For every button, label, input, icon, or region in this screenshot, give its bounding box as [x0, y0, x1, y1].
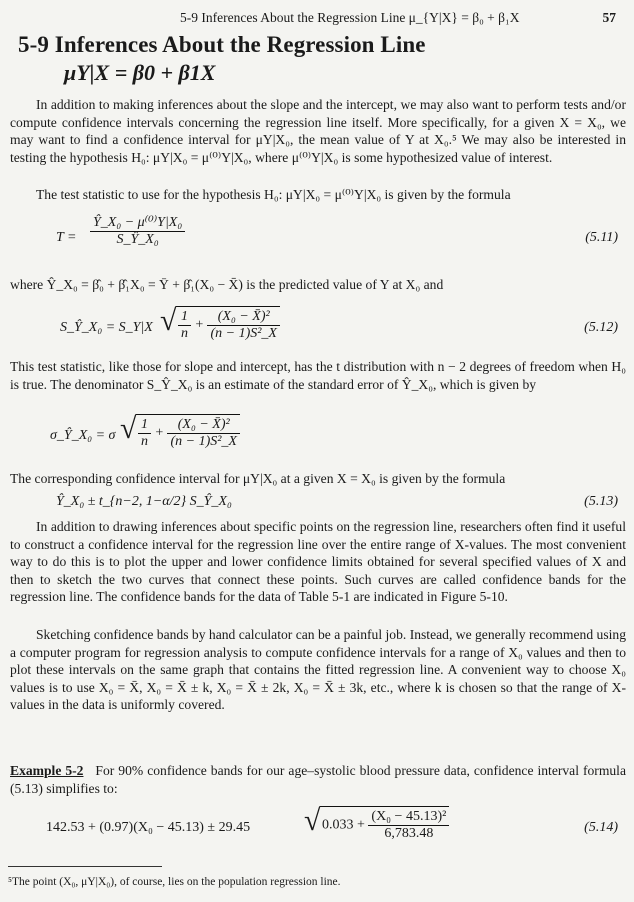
paragraph-confidence-bands-text: In addition to drawing inferences about specific points on the regression line, researchers often find it useful to construct a confidence interval for the regression line over the entire range of X-values. The most convenient way to do this is to plot the upper and lower confidence limits obtained for several specified values of X and then to sketch the two curves that connect these points. Such curves are called confidence bands for the regression line. The confidence bands for the data of Table 5-1 are indicated in Figure 5-10.: [10, 519, 626, 605]
eq-5-11-label: (5.11): [585, 230, 618, 245]
example-text: For 90% confidence bands for our age–systolic blood pressure data, confidence interval formula (5.13) simplifies to:: [10, 763, 626, 796]
running-title: 5-9 Inferences About the Regression Line μ_{Y|X} = β₀ + β₁X: [180, 10, 520, 25]
paragraph-intro: In addition to making inferences about the slope and the intercept, we may also want to perform tests and/or compute confidence intervals concerning the regression line itself. More specifically, for a given X = X₀, we may want to find a confidence interval for μY|X₀, the mean value of Y at X₀.⁵ We may also be interested in testing the hypothesis H₀: μY|X₀ = μ⁽⁰⁾Y|X₀, where μ⁽⁰⁾Y|X₀ is some hypothesized value of interest.: [10, 97, 626, 165]
eq-5-13-body: Ŷ_X₀ ± t_{n−2, 1−α/2} S_Ŷ_X₀: [56, 494, 232, 509]
page-number: 57: [602, 10, 616, 25]
section-title: 5-9 Inferences About the Regression Line: [18, 32, 426, 57]
eq-5-12-lhs: S_Ŷ_X₀ = S_Y|X: [60, 320, 153, 335]
paragraph-test-statistic: The test statistic to use for the hypothesis H₀: μY|X₀ = μ⁽⁰⁾Y|X₀ is given by the formula: [36, 187, 511, 202]
eq-5-14-label: (5.14): [584, 820, 618, 835]
paragraph-sketching: Sketching confidence bands by hand calculator can be a painful job. Instead, we generally recommend using a computer program for regression analysis to compute confidence intervals for a range of X₀ values and then to plot these intervals on the same graph that contains the fitted regression line. A convenient way to choose X₀ values is to use X₀ = X̄, X₀ = X̄ ± k, X₀ = X̄ ± 2k, X₀ = X̄ ± 3k, etc., where k is chosen so that the range of X-values in the data is uniformly covered.: [10, 627, 626, 713]
paragraph-t-distribution: This test statistic, like those for slope and intercept, has the t distribution with n − 2 degrees of freedom when H₀ is true. The denominator S_Ŷ_X₀ is an estimate of the standard error of Ŷ_X₀, which is given by: [10, 359, 626, 392]
eq-5-14-radicand: 0.033 + $\frac{\text{(X₀ − 45.13)²}}{6,783.48}$: [320, 806, 449, 842]
footnote: ⁵The point (X₀, μY|X₀), of course, lies on the population regression line.: [8, 876, 341, 888]
eq-sigma-radicand: $\frac{1}{n}$ + $\frac{\text{(X₀ − X̄)²}}{\text{(n − 1)S²\_X}}$: [136, 414, 240, 450]
example-label: Example 5-2: [10, 763, 84, 778]
eq-5-11-numerator: Ŷ_X₀ − μ⁽⁰⁾Y|X₀: [90, 214, 185, 232]
equation-5-11: [10, 214, 626, 264]
eq-5-13-label: (5.13): [584, 494, 618, 509]
running-header: [180, 10, 616, 26]
eq-5-14-lhs: 142.53 + (0.97)(X₀ − 45.13) ± 29.45: [46, 820, 251, 835]
eq-5-12-radicand: $\frac{1}{n}$ + $\frac{\text{(X₀ − X̄)²}}{\text{(n − 1)S²\_X}}$: [176, 306, 280, 342]
footnote-divider: [8, 866, 162, 867]
eq-5-12-label: (5.12): [584, 320, 618, 335]
eq-5-11-denominator: S_Ŷ_X₀: [116, 232, 159, 247]
section-formula: μY|X = β0 + β1X: [64, 60, 216, 85]
eq-5-11-lhs: T =: [56, 230, 77, 245]
example-5-2: [10, 762, 626, 797]
equation-5-13: [10, 494, 626, 514]
paragraph-predicted-value: where Ŷ_X₀ = β̂₀ + β̂₁X₀ = Ȳ + β̂₁(X₀ − X̄) is the predicted value of Y at X₀ and: [10, 277, 444, 292]
equation-5-12: S_Ŷ_X₀ = S_Y|X √ $\frac{1}{n}$ + $\frac{\text{(X₀ − X̄)²}}{\text{(n − 1)S²\_X}}$ (5.12): [60, 304, 618, 341]
paragraph-confidence-bands: [10, 518, 626, 606]
equation-sigma: σ_Ŷ_X₀ = σ √ $\frac{1}{n}$ + $\frac{\text{(X₀ − X̄)²}}{\text{(n − 1)S²\_X}}$: [10, 412, 626, 458]
eq-5-11-fraction: [90, 214, 185, 248]
equation-5-14: 142.53 + (0.97)(X₀ − 45.13) ± 29.45 √ 0.033 + $\frac{\text{(X₀ − 45.13)²}}{6,783.48}$ (5.14): [46, 804, 618, 841]
paragraph-confidence-interval: The corresponding confidence interval for μY|X₀ at a given X = X₀ is given by the formula: [10, 471, 506, 486]
eq-sigma-lhs: σ_Ŷ_X₀ = σ: [50, 428, 116, 443]
